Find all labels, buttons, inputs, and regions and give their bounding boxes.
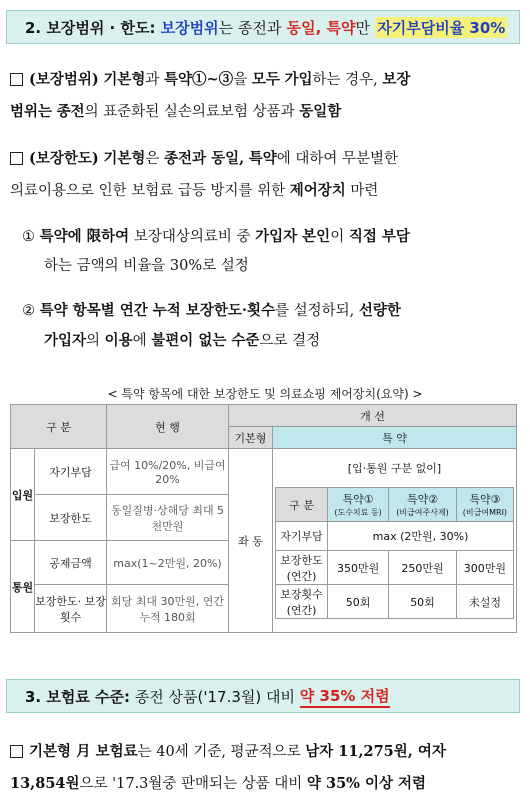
text: 을 (233, 72, 248, 88)
riders: 특약①~③ (164, 71, 234, 88)
inner-copay-value: max (2만원, 30%) (328, 522, 514, 551)
no-inconvenience: 불편이 없는 수준 (151, 332, 260, 349)
inner-limit-rider1: 350만원 (328, 551, 389, 585)
female-premium: 13,854원 (10, 775, 80, 792)
section2-header (6, 10, 520, 44)
inner-limit-rider2: 250만원 (389, 551, 457, 585)
previous: 종전 (56, 103, 85, 120)
section3-header (6, 679, 520, 713)
row-limit-current: 동일질병·상해당 최대 5천만원 (107, 495, 229, 541)
text: 이 (330, 229, 345, 245)
inner-limit-rider3: 300만원 (456, 551, 513, 585)
table-caption: < 특약 항목에 대한 보장한도 및 의료쇼핑 제어장치(요약) > (107, 387, 423, 401)
header-rider: 특 약 (273, 427, 517, 449)
text: 하는 금액의 비율을 30%로 설정 (44, 258, 249, 274)
row-limit-count-label: 보장한도· 보장횟수 (35, 585, 107, 633)
text: 에 대하여 무분별한 (276, 151, 399, 167)
inner-count-rider2: 50회 (389, 585, 457, 619)
text: 의 표준화된 실손의료보험 상품과 (84, 104, 295, 120)
inner-limit-label: 보장한도 (연간) (276, 551, 328, 585)
row-deductible-label: 공제금액 (35, 541, 107, 585)
label-coverage-scope: (보장범위) (29, 71, 99, 88)
join: 가입 (284, 71, 313, 88)
checkbox-bullet-icon (10, 73, 23, 86)
paragraph-coverage-scope (10, 64, 515, 128)
copay-term: 자기부담비율 30% (377, 18, 506, 37)
section2-mid1: 는 종전과 (218, 18, 282, 37)
cheaper-35: 약 35% 저렴 (300, 685, 390, 708)
checkbox-bullet-icon (10, 745, 23, 758)
inner-count-rider1: 50회 (328, 585, 389, 619)
sub-item-1 (22, 222, 514, 281)
text: 를 설정하되, (274, 303, 355, 319)
no-distinction-note: [입·통원 구분 없이] (347, 462, 442, 475)
section2-mid2: 만 (355, 18, 371, 37)
rider-term: 특약 (326, 18, 356, 37)
text: 으로 '17.3월중 판매되는 상품 대비 (79, 776, 303, 792)
coverage: 보장 (382, 71, 411, 88)
scope: 범위는 (10, 103, 53, 120)
outpatient-label: 통원 (11, 541, 35, 633)
row-deductible-current: max(1~2만원, 20%) (107, 541, 229, 585)
rider3-sub: (비급여MRI) (462, 508, 508, 517)
row-copay-label: 자기부담 (35, 449, 107, 495)
sub-item-2 (22, 296, 514, 356)
inner-header-gubun: 구 분 (276, 488, 328, 522)
header-current: 현 행 (107, 405, 229, 449)
usage: 이용 (104, 332, 133, 349)
text: 는 40세 기준, 평균적으로 (137, 744, 301, 760)
rider-improvement (273, 449, 517, 633)
paragraph-coverage-limit (10, 143, 515, 207)
rider2-sub: (비급여주사제) (396, 508, 449, 517)
subscriber: 가입자 (44, 332, 87, 349)
control-device: 제어장치 (289, 182, 346, 199)
coverage-scope-term: 보장범위 (160, 18, 219, 37)
inner-count-rider3: 未설정 (456, 585, 513, 619)
row-copay-current: 급여 10%/20%, 비급여 20% (107, 449, 229, 495)
text: 은 (145, 151, 160, 167)
inpatient-label: 입원 (11, 449, 35, 541)
inner-header-rider3 (456, 488, 513, 522)
basic-type: 기본형 (103, 71, 146, 88)
rider: 특약 (248, 150, 277, 167)
inner-count-label: 보장횟수 (연간) (276, 585, 328, 619)
text: 의료이용으로 인한 보험료 급등 방지를 위한 (10, 183, 286, 199)
rider1-label: 특약① (342, 493, 374, 506)
direct-burden: 직접 부담 (348, 228, 410, 245)
row-limit-label: 보장한도 (35, 495, 107, 541)
text: 과 (145, 72, 160, 88)
section3-text: 종전 상품('17.3월) 대비 (134, 687, 296, 706)
rider-inner-table (275, 487, 514, 619)
annual-limit: 특약 항목별 연간 누적 보장한도·횟수 (39, 302, 275, 319)
basic-type: 기본형 (103, 150, 146, 167)
subscriber-self: 가입자 본인 (255, 228, 331, 245)
circled-number-1: ① (22, 229, 35, 245)
summary-table (10, 404, 517, 633)
text: 보장대상의료비 중 (133, 229, 251, 245)
section3-number: 3. 보험료 수준: (25, 687, 131, 706)
rider-only: 특약에 限하여 (39, 228, 130, 245)
paragraph-premium (10, 736, 515, 800)
basic-monthly-premium: 기본형 月 보험료 (29, 743, 138, 760)
header-gubun: 구 분 (11, 405, 107, 449)
good-faith: 선량한 (358, 302, 401, 319)
row-limit-count-current: 회당 최대 30만원, 연간 누적 180회 (107, 585, 229, 633)
all: 모두 (251, 71, 280, 88)
inner-copay-label: 자기부담 (276, 522, 328, 551)
text: 으로 결정 (259, 333, 321, 349)
rider3-label: 특약③ (469, 493, 501, 506)
inner-header-rider1 (328, 488, 389, 522)
header-improve: 개 선 (229, 405, 517, 427)
basic-same: 좌 동 (229, 449, 273, 633)
male-female-premium: 남자 11,275원, 여자 (305, 743, 446, 760)
text: 의 (86, 333, 101, 349)
over-35-cheaper: 약 35% 이상 저렴 (306, 775, 427, 792)
checkbox-bullet-icon (10, 152, 23, 165)
rider1-sub: (도수치료 등) (334, 508, 382, 517)
same: 동일함 (299, 103, 342, 120)
same-as-before: 종전과 동일, (164, 150, 245, 167)
label-coverage-limit: (보장한도) (29, 150, 99, 167)
text: 에 (132, 333, 147, 349)
header-basic: 기본형 (229, 427, 273, 449)
same-term: 동일, (286, 18, 322, 37)
text: 마련 (350, 183, 379, 199)
inner-header-rider2 (389, 488, 457, 522)
circled-number-2: ② (22, 303, 35, 319)
text: 하는 경우, (312, 72, 378, 88)
section2-number: 2. 보장범위 · 한도: (25, 18, 156, 37)
rider2-label: 특약② (406, 493, 439, 506)
